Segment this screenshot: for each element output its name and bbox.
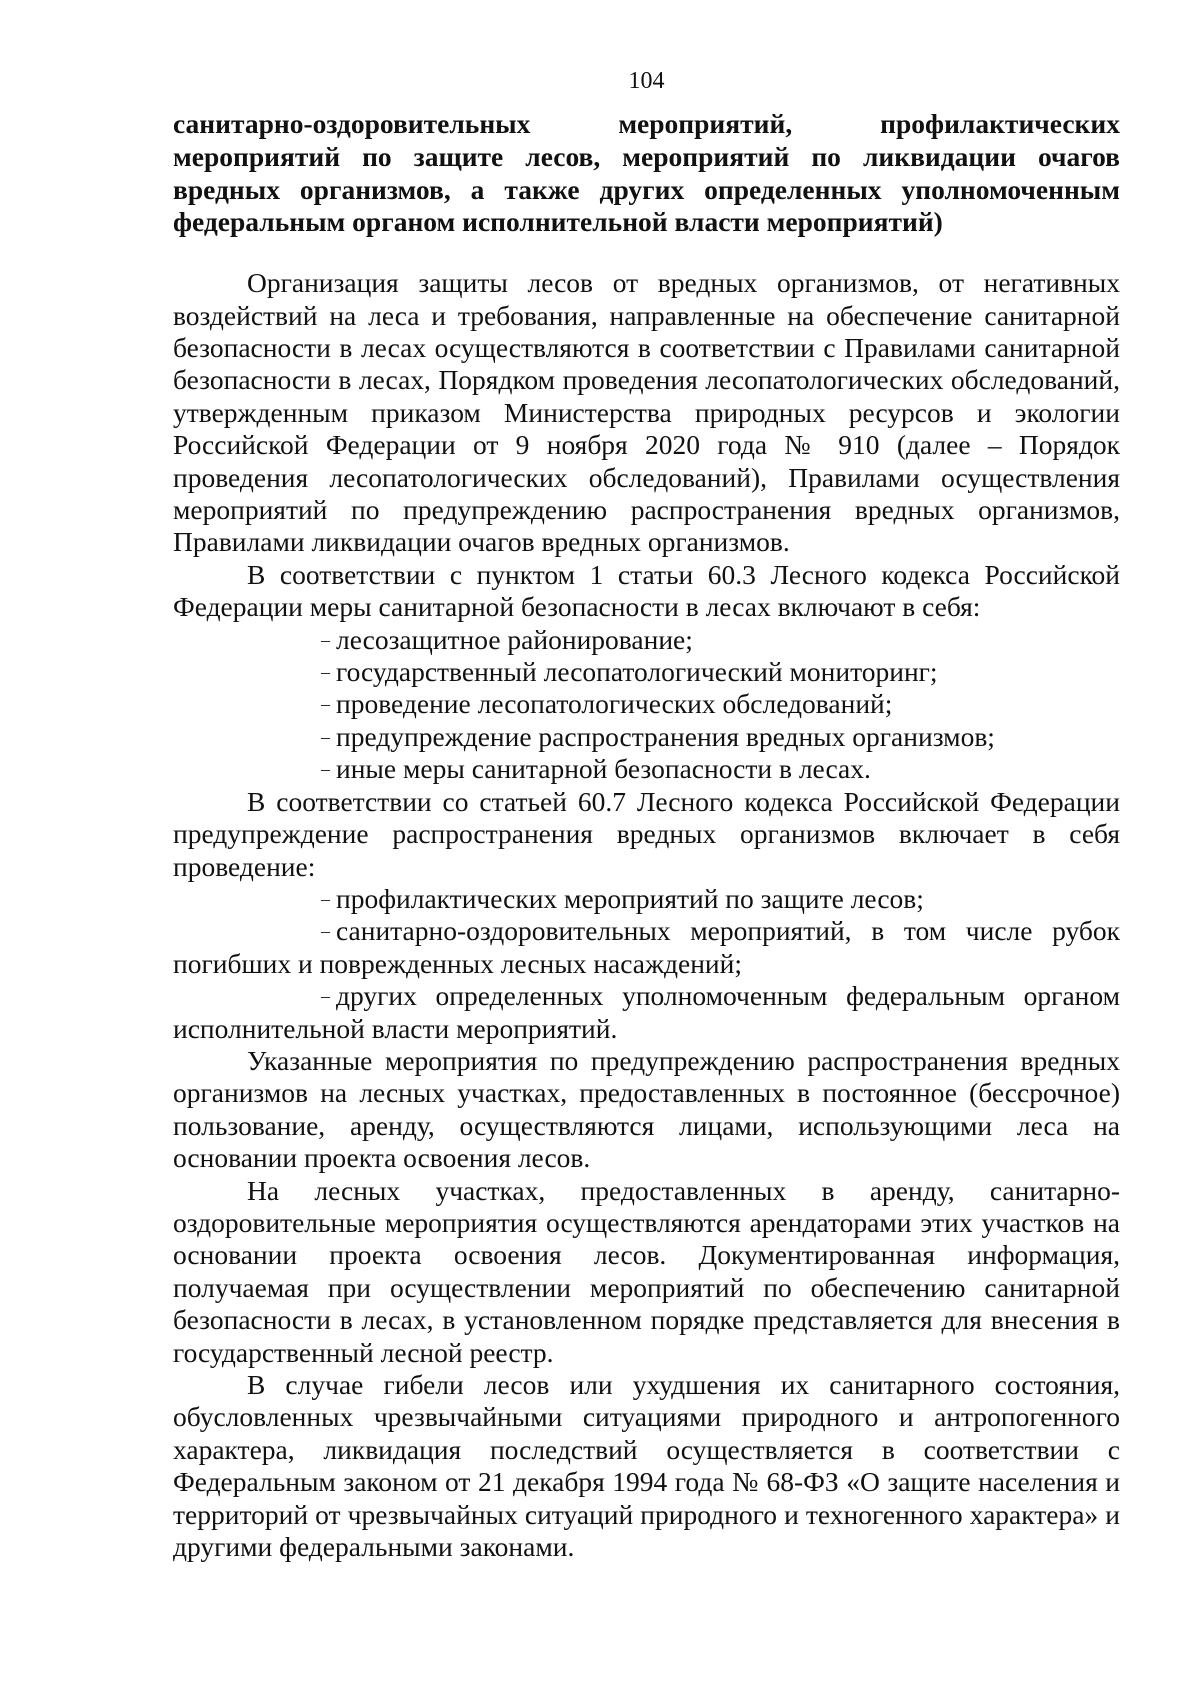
list-item-text: предупреждение распространения вредных организмов; [336,720,995,752]
list-item [173,721,1120,753]
list-item [173,624,1120,656]
list-dash: – [321,759,330,780]
list-item [173,980,1120,1045]
list-item-text: проведение лесопатологических обследований; [336,688,893,720]
list-item-text: других определенных уполномоченным федеральным органом исполнительной власти мероприятий. [173,980,1120,1044]
list-item [173,753,1120,785]
document-page [173,66,1120,1563]
page-number: 104 [628,68,665,94]
list-item [173,656,1120,688]
paragraph-2: В соответствии с пунктом 1 статьи 60.3 Лесного кодекса Российской Федерации меры санитарной безопасности в лесах включают в себя: [173,558,1120,623]
list-dash: – [321,888,330,909]
body-text [173,267,1120,1563]
list-item-text: иные меры санитарной безопасности в лесах. [336,753,871,785]
paragraph-1: Организация защиты лесов от вредных организмов, от негативных воздействий на леса и требования, направленные на обеспечение санитарной безопасности в лесах осуществляются в соответствии с Правилами санитарной безопасности в лесах, Порядком проведения лесопатологических обследований, утвержденным приказом Министерства природных ресурсов и экологии Российской Федерации от 9 ноября 2020 года № 910 (далее – Порядок проведения лесопатологических обследований), Правилами осуществления мероприятий по предупреждению распространения вредных организмов, Правилами ликвидации очагов вредных организмов. [173,267,1120,558]
section-heading: санитарно-оздоровительных мероприятий, профилактических мероприятий по защите лесов, мероприятий по ликвидации очагов вредных организмов, а также других определенных уполномоченным федеральным органом исполнительной власти мероприятий) [173,108,1120,238]
paragraph-4: Указанные мероприятия по предупреждению распространения вредных организмов на лесных участках, предоставленных в постоянное (бессрочное) пользование, аренду, осуществляются лицами, использующими леса на основании проекта освоения лесов. [173,1044,1120,1174]
list-item [173,915,1120,980]
list-item-text: лесозащитное районирование; [336,623,693,655]
list-dash: – [321,694,330,715]
list-dash: – [321,986,330,1007]
list-item [173,883,1120,915]
list-dash: – [321,629,330,650]
paragraph-5: На лесных участках, предоставленных в аренду, санитарно-оздоровительные мероприятия осуществляются арендаторами этих участков на основании проекта освоения лесов. Документированная информация, получаемая при осуществлении мероприятий по обеспечению санитарной безопасности в лесах, в установленном порядке представляется для внесения в государственный лесной реестр. [173,1174,1120,1368]
list-dash: – [321,662,330,683]
paragraph-3: В соответствии со статьей 60.7 Лесного кодекса Российской Федерации предупреждение распространения вредных организмов включает в себя проведение: [173,785,1120,882]
list-dash: – [321,726,330,747]
list-item [173,688,1120,720]
list-item-text: санитарно-оздоровительных мероприятий, в том числе рубок погибших и поврежденных лесных насаждений; [173,915,1120,979]
list-item-text: государственный лесопатологический мониторинг; [336,656,938,688]
paragraph-6: В случае гибели лесов или ухудшения их санитарного состояния, обусловленных чрезвычайными ситуациями природного и антропогенного характера, ликвидация последствий осуществляется в соответствии с Федеральным законом от 21 декабря 1994 года № 68-ФЗ «О защите населения и территорий от чрезвычайных ситуаций природного и техногенного характера» и другими федеральными законами. [173,1369,1120,1563]
list-item-text: профилактических мероприятий по защите лесов; [336,882,924,914]
list-dash: – [321,921,330,942]
